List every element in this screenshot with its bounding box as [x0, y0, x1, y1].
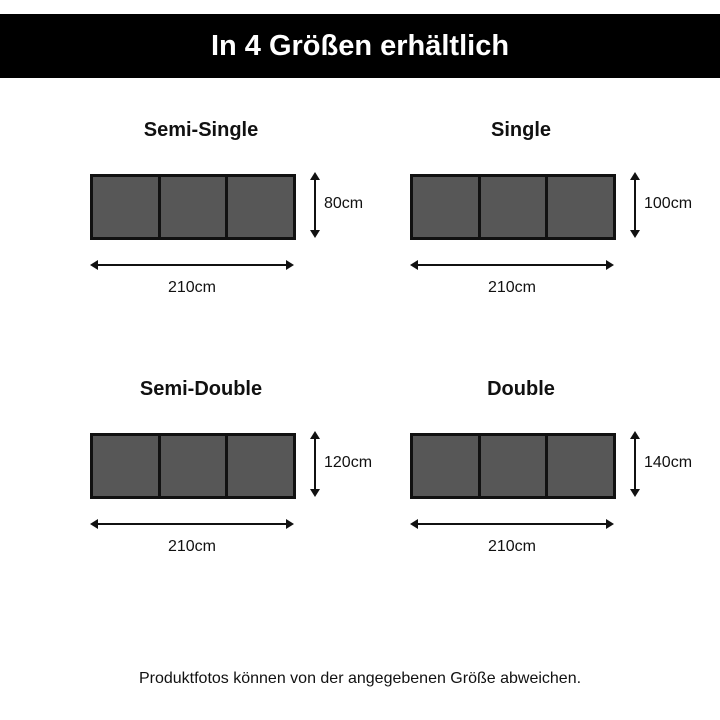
mattress-panel — [413, 177, 478, 237]
size-option-semi-double — [90, 377, 410, 617]
height-label: 120cm — [324, 454, 373, 471]
height-label: 100cm — [644, 195, 693, 212]
header-banner — [0, 14, 720, 78]
width-label: 210cm — [167, 538, 217, 555]
width-arrow-icon — [90, 519, 294, 529]
mattress-panel — [481, 436, 546, 496]
mattress-diagram — [410, 174, 616, 240]
mattress-panel — [413, 436, 478, 496]
width-arrow-icon — [410, 519, 614, 529]
size-option-semi-single — [90, 118, 410, 358]
page-title: In 4 Größen erhältlich — [210, 30, 510, 62]
height-label: 140cm — [644, 454, 693, 471]
size-title: Double — [487, 378, 555, 400]
width-arrow-icon — [90, 260, 294, 270]
size-title: Semi-Single — [143, 119, 259, 141]
mattress-panel — [93, 436, 158, 496]
width-label: 210cm — [487, 538, 537, 555]
width-label: 210cm — [167, 279, 217, 296]
height-arrow-icon — [310, 172, 320, 238]
height-arrow-icon — [310, 431, 320, 497]
mattress-diagram — [90, 174, 296, 240]
size-option-double — [410, 377, 720, 617]
mattress-panel — [161, 177, 226, 237]
mattress-panel — [93, 177, 158, 237]
size-option-single — [410, 118, 720, 358]
mattress-diagram — [410, 433, 616, 499]
mattress-panel — [481, 177, 546, 237]
mattress-panel — [548, 177, 613, 237]
height-arrow-icon — [630, 172, 640, 238]
mattress-diagram — [90, 433, 296, 499]
height-label: 80cm — [324, 195, 364, 212]
width-label: 210cm — [487, 279, 537, 296]
mattress-panel — [228, 436, 293, 496]
disclaimer-note: Produktfotos können von der angegebenen Größe abweichen. — [138, 670, 582, 687]
size-title: Single — [490, 119, 551, 141]
width-arrow-icon — [410, 260, 614, 270]
size-title: Semi-Double — [139, 378, 263, 400]
mattress-panel — [548, 436, 613, 496]
mattress-panel — [228, 177, 293, 237]
height-arrow-icon — [630, 431, 640, 497]
mattress-panel — [161, 436, 226, 496]
